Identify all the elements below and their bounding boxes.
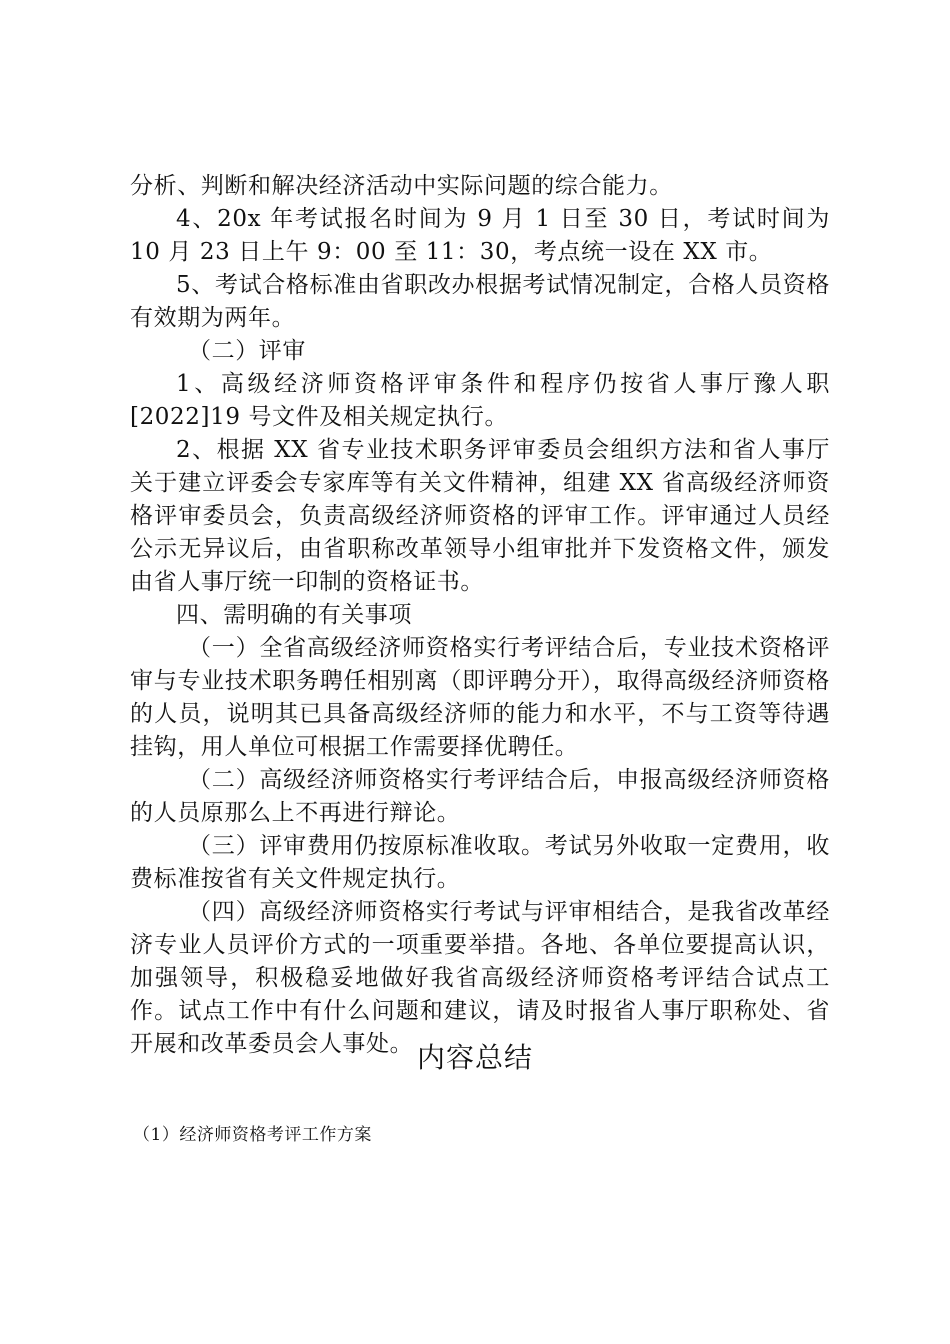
summary-item: （1）经济师资格考评工作方案	[133, 1125, 372, 1145]
paragraph-review-1: 1、高级经济师资格评审条件和程序仍按省人事厅豫人职[2022]19 号文件及相关规定执行。	[130, 371, 830, 430]
paragraph-matter-3: （三）评审费用仍按原标准收取。考试另外收取一定费用，收费标准按省有关文件规定执行。	[130, 833, 830, 892]
paragraph-matter-2: （二）高级经济师资格实行考评结合后，申报高级经济师资格的人员原那么上不再进行辩论。	[130, 767, 830, 826]
paragraph-review-2: 2、根据 XX 省专业技术职务评审委员会组织方法和省人事厅关于建立评委会专家库等有关文件精神，组建 XX 省高级经济师资格评审委员会，负责高级经济师资格的评审工作。评审通过人员经公示无异议后，由省职称改革领导小组审批并下发资格文件，颁发由省人事厅统一印制的资格证书。	[130, 437, 830, 595]
paragraph-matter-4: （四）高级经济师资格实行考试与评审相结合，是我省改革经济专业人员评价方式的一项重要举措。各地、各单位要提高认识，加强领导，积极稳妥地做好我省高级经济师资格考评结合试点工作。试点工作中有什么问题和建议，请及时报省人事厅职称处、省开展和改革委员会人事处。	[130, 899, 830, 1057]
paragraph-item-5: 5、考试合格标准由省职改办根据考试情况制定，合格人员资格有效期为两年。	[130, 272, 830, 331]
document-body	[130, 170, 830, 1061]
paragraph-continuation: 分析、判断和解决经济活动中实际问题的综合能力。	[130, 173, 673, 199]
paragraph-item-4: 4、20x 年考试报名时间为 9 月 1 日至 30 日，考试时间为 10 月 23 日上午 9：00 至 11：30，考点统一设在 XX 市。	[130, 206, 830, 265]
summary-title: 内容总结	[416, 1041, 533, 1074]
section-heading-review: （二）评审	[188, 338, 306, 364]
paragraph-matter-1: （一）全省高级经济师资格实行考评结合后，专业技术资格评审与专业技术职务聘任相别离（即评聘分开），取得高级经济师资格的人员，说明其已具备高级经济师的能力和水平，不与工资等待遇挂钩，用人单位可根据工作需要择优聘任。	[130, 635, 830, 760]
section-heading-matters: 四、需明确的有关事项	[176, 602, 412, 628]
